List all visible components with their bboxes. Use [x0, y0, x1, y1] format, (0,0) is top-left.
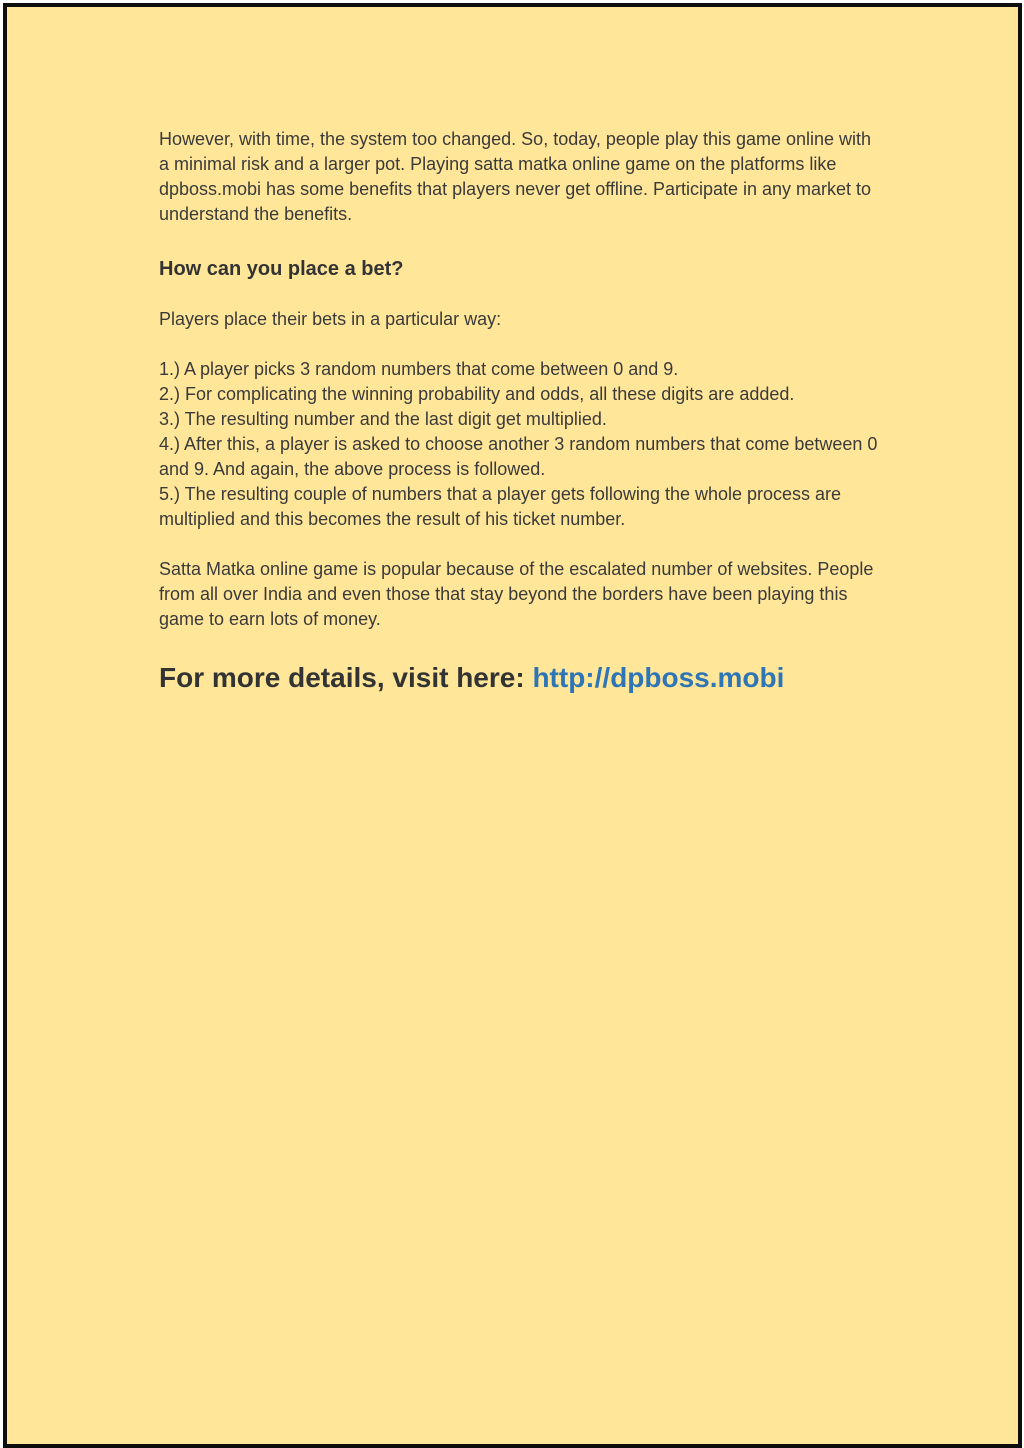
closing-paragraph: Satta Matka online game is popular because of the escalated number of websites. People from all over India and even those that stay beyond the borders have been playing this game to earn lots of money. [159, 559, 874, 629]
step-item: 2.) For complicating the winning probability and odds, all these digits are added. [159, 384, 795, 404]
details-line [159, 660, 879, 696]
details-link[interactable]: http://dpboss.mobi [532, 662, 785, 693]
details-label: For more details, visit here: [159, 662, 533, 693]
intro-paragraph: However, with time, the system too changed. So, today, people play this game online with a minimal risk and a larger pot. Playing satta matka online game on the platforms like dpboss.mobi has some benefits that players never get offline. Participate in any market to understand the benefits. [159, 129, 872, 224]
lead-sentence: Players place their bets in a particular way: [159, 309, 502, 329]
step-item: 3.) The resulting number and the last digit get multiplied. [159, 409, 607, 429]
document-page [3, 3, 1022, 1448]
steps-list [159, 357, 879, 532]
step-item: 5.) The resulting couple of numbers that a player gets following the whole process are multiplied and this becomes the result of his ticket number. [159, 484, 842, 529]
document-content [159, 127, 879, 696]
step-item: 1.) A player picks 3 random numbers that come between 0 and 9. [159, 359, 679, 379]
step-item: 4.) After this, a player is asked to choose another 3 random numbers that come between 0 and 9. And again, the above process is followed. [159, 434, 878, 479]
section-heading: How can you place a bet? [159, 258, 404, 280]
